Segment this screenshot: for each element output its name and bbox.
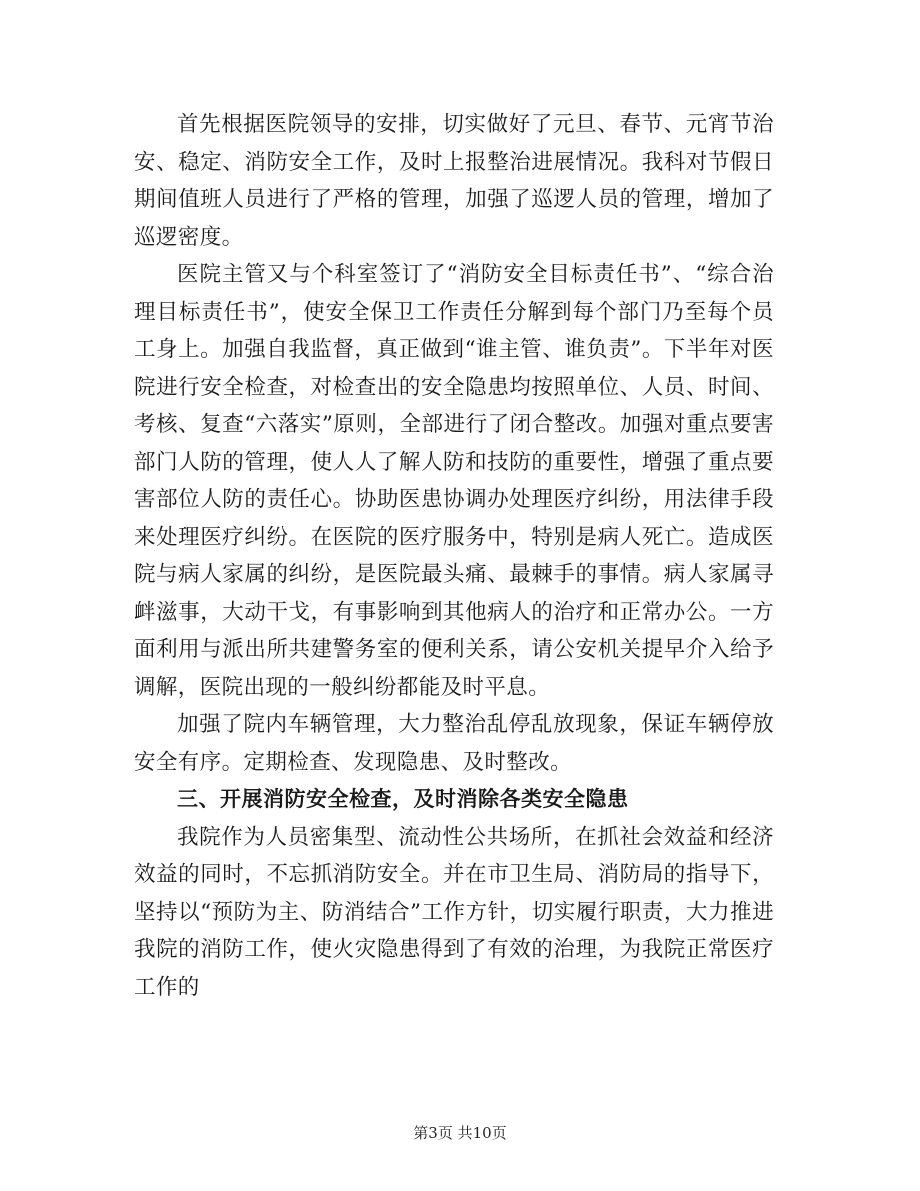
paragraph-fire-safety: 我院作为人员密集型、流动性公共场所，在抓社会效益和经济效益的同时，不忘抓消防安全。并在市卫生局、消防局的指导下，坚持以“预防为主、防消结合”工作方针，切实履行职责，大力推进我院的消防工作，使火灾隐患得到了有效的治理，为我院正常医疗工作的 xyxy=(134,824,774,1000)
document-body xyxy=(134,106,774,1006)
page-number-footer: 第3页 共10页 xyxy=(413,1124,507,1142)
section-heading-fire-safety: 三、开展消防安全检查，及时消除各类安全隐患 xyxy=(177,787,629,811)
paragraph-holiday-security: 首先根据医院领导的安排，切实做好了元旦、春节、元宵节治安、稳定、消防安全工作，及时上报整治进展情况。我科对节假日期间值班人员进行了严格的管理，加强了巡逻人员的管理，增加了巡逻密度。 xyxy=(134,112,774,250)
paragraph-responsibility: 医院主管又与个科室签订了“消防安全目标责任书”、“综合治理目标责任书”，使安全保卫工作责任分解到每个部门乃至每个员工身上。加强自我监督，真正做到“谁主管、谁负责”。下半年对医院进行安全检查，对检查出的安全隐患均按照单位、人员、时间、考核、复查“六落实”原则，全部进行了闭合整改。加强对重点要害部门人防的管理，使人人了解人防和技防的重要性，增强了重点要害部位人防的责任心。协助医患协调办处理医疗纠纷，用法律手段来处理医疗纠纷。在医院的医疗服务中，特别是病人死亡。造成医院与病人家属的纠纷，是医院最头痛、最棘手的事情。病人家属寻衅滋事，大动干戈，有事影响到其他病人的治疗和正常办公。一方面利用与派出所共建警务室的便利关系，请公安机关提早介入给予调解，医院出现的一般纠纷都能及时平息。 xyxy=(134,262,774,700)
paragraph-vehicle-management: 加强了院内车辆管理，大力整治乱停乱放现象，保证车辆停放安全有序。定期检查、发现隐患、及时整改。 xyxy=(134,712,774,775)
